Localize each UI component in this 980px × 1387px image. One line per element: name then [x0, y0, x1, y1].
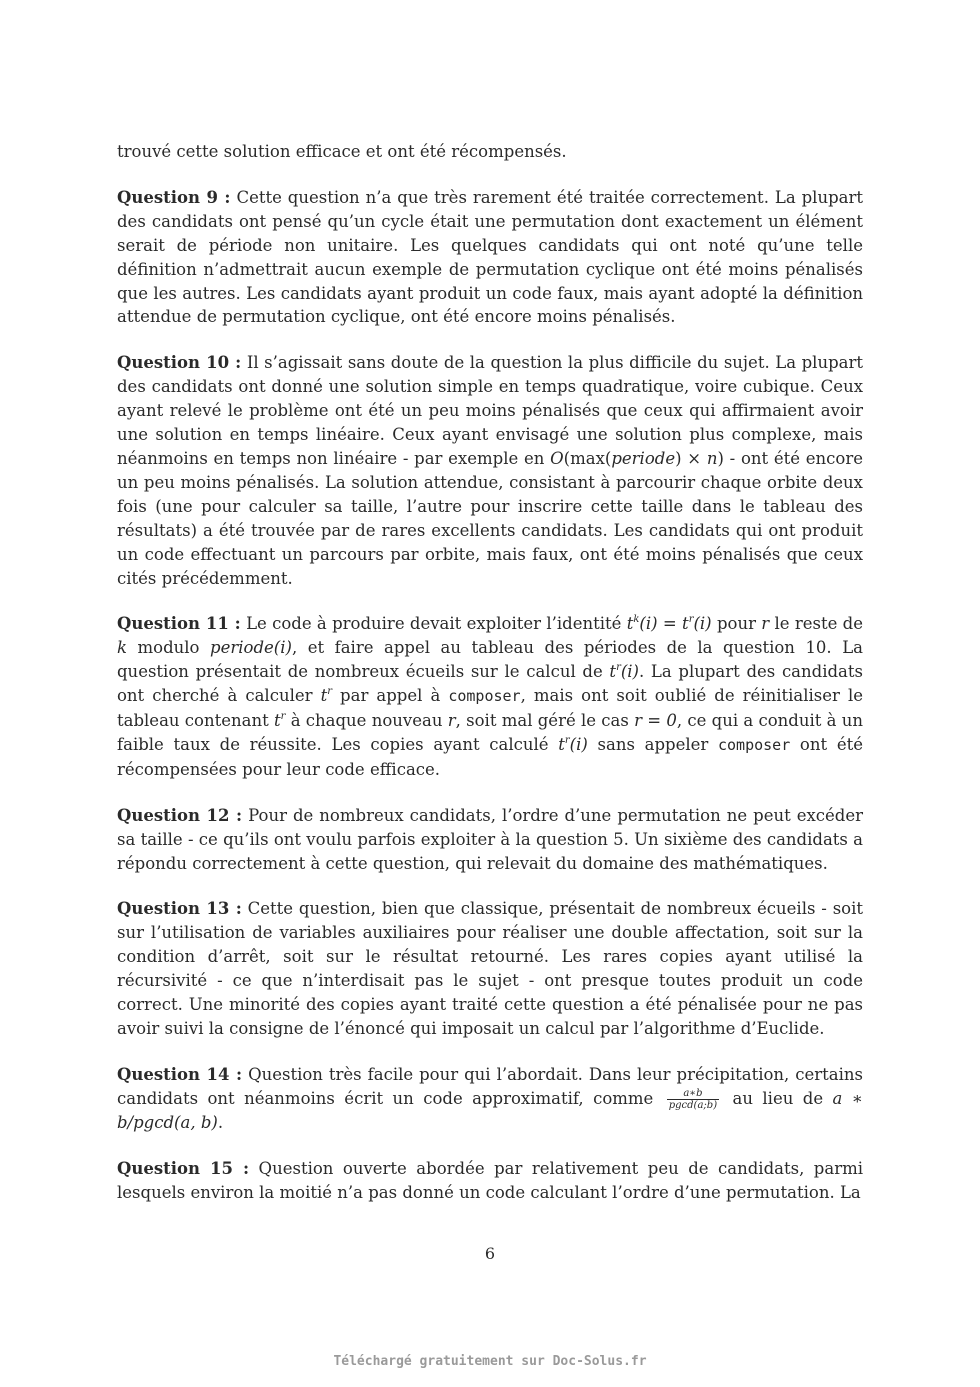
- page-number: 6: [484, 1244, 496, 1263]
- question-15-label: Question 15 :: [117, 1158, 250, 1178]
- question-10-label: Question 10 :: [117, 353, 242, 373]
- question-12-label: Question 12 :: [117, 805, 243, 825]
- intro-paragraph: trouvé cette solution efficace et ont été récompensés.: [117, 142, 567, 161]
- question-13-paragraph: [117, 897, 863, 1040]
- question-12-text: Pour de nombreux candidats, l’ordre d’une permutation ne peut excéder sa taille - ce qu’ils ont voulu parfois exploiter à la question 5. Un sixième des candidats a répondu correctement à cette question, qui relevait du domaine des mathématiques.: [117, 805, 864, 873]
- code-composer: composer: [448, 687, 521, 706]
- question-15-paragraph: [117, 1157, 863, 1205]
- question-13-text: Cette question, bien que classique, présentait de nombreux écueils - soit sur l’utilisation de variables auxiliaires pour réaliser une double affectation, soit sur la condition d’arrêt, soit sur le résultat retourné. Les rares copies ayant utilisé la récursivité - ce que n’interdisait pas le sujet - ont presque toutes produit un code correct. Une minorité des copies ayant traité cette question a été pénalisée pour ne pas avoir suivi la consigne de l’énoncé qui imposait un calcul par l’algorithme d’Euclide.: [117, 899, 864, 1038]
- question-14-paragraph: Question 14 : Question très facile pour qui l’abordait. Dans leur précipitation, certains candidats ont néanmoins écrit un code approximatif, comme $\frac{a∗b}{pgcd(a;b)}$ au lieu de a ∗ b/pgcd(a, b).: [117, 1064, 864, 1132]
- question-14-label: Question 14 :: [117, 1064, 243, 1084]
- question-9-label: Question 9 :: [117, 187, 231, 207]
- document-body: [117, 140, 863, 1227]
- fraction: $\frac{a∗b}{pgcd(a;b)}$: [668, 1087, 718, 1111]
- question-11-label: Question 11 :: [117, 614, 241, 634]
- question-9-text: Cette question n’a que très rarement été traitée correctement. La plupart des candidats ont pensé qu’un cycle était une permutation dont exactement un élément serait de période non unitaire. Les quelques candidats qui ont noté qu’une telle définition n’admettrait aucun exemple de permutation cyclique ont été moins pénalisés que les autres. Les candidats ayant produit un code faux, mais ayant adopté la définition attendue de permutation cyclique, ont été encore moins pénalisés.: [117, 187, 863, 327]
- question-12-paragraph: [117, 804, 863, 876]
- question-15-text: Question ouverte abordée par relativement peu de candidats, parmi lesquels environ la moitié n’a pas donné un code calculant l’ordre d’une permutation. La: [117, 1158, 864, 1202]
- question-9-paragraph: [117, 186, 863, 329]
- code-composer: composer: [717, 735, 791, 754]
- question-11-paragraph: Question 11 : Le code à produire devait exploiter l’identité $t^k(i) = t^r(i)$ pour r le reste de k modulo periode(i), et faire appel au tableau des périodes de la question 10. La question présentait de nombreux écueils sur le calcul de $t^r(i)$. La plupart des candidats ont cherché à calculer $t^r$ par appel à composer, mais ont soit oublié de réinitialiser le tableau contenant $t^r$ à chaque nouveau r, soit mal géré le cas r = 0, ce qui a conduit à un faible taux de réussite. Les copies ayant calculé $t^r(i)$ sans appeler composer ont été récompensées pour leur code efficace.: [117, 614, 864, 779]
- question-10-paragraph: Question 10 : Il s’agissait sans doute de la question la plus difficile du sujet. La plupart des candidats ont donné une solution simple en temps quadratique, voire cubique. Ceux ayant relevé le problème ont été un peu moins pénalisés que ceux qui affirmaient avoir une solution en temps linéaire. Ceux ayant envisagé une solution plus complexe, mais néanmoins en temps non linéaire - par exemple en O(max(periode) × n) - ont été encore un peu moins pénalisés. La solution attendue, consistant à parcourir chaque orbite deux fois (une pour calculer sa taille, l’autre pour inscrire cette taille dans le tableau des résultats) a été trouvée par de rares excellents candidats. Les candidats qui ont produit un code effectuant un parcours par orbite, mais faux, ont été moins pénalisés que ceux cités précédemment.: [117, 353, 864, 588]
- download-footer: Téléchargé gratuitement sur Doc-Solus.fr: [333, 1354, 647, 1369]
- question-13-label: Question 13 :: [117, 899, 242, 919]
